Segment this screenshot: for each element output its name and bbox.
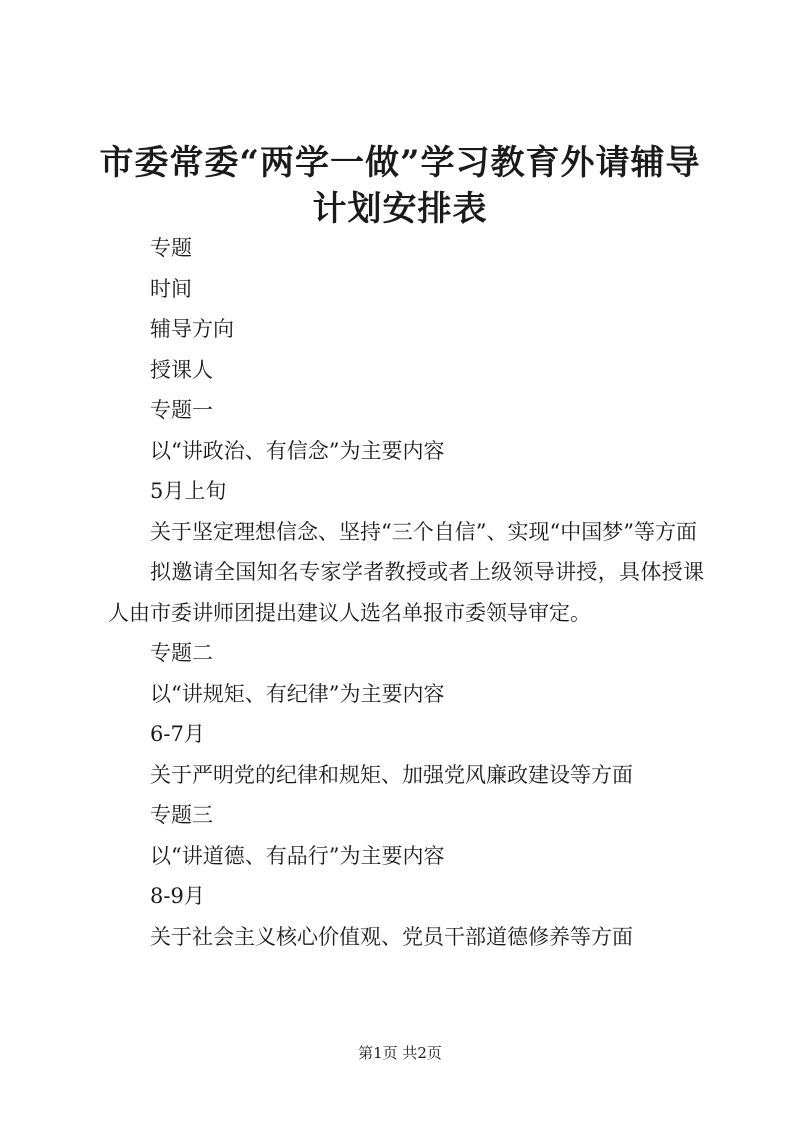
paragraph: 6-7月 [150,722,205,746]
document-title: 市委常委“两学一做”学习教育外请辅导计划安排表 [99,143,701,229]
paragraph: 授课人 [150,357,213,382]
paragraph: 5月上旬 [150,479,227,503]
paragraph: 以“讲政治、有信念”为主要内容 [150,438,445,463]
paragraph: 关于坚定理想信念、坚持“三个自信”、实现“中国梦”等方面 [150,519,697,544]
paragraph: 专题二 [150,641,213,665]
paragraph: 关于严明党的纪律和规矩、加强党风廉政建设等方面 [150,762,633,787]
paragraph: 以“讲规矩、有纪律”为主要内容 [150,681,445,706]
paragraph: 8-9月 [150,884,205,908]
page-footer: 第1页 共2页 [358,1044,442,1062]
document-body [108,228,704,957]
paragraph: 拟邀请全国知名专家学者教授或者上级领导讲授，具体授课人由市委讲师团提出建议人选名单报市委领导审定。 [108,560,704,625]
paragraph: 专题 [150,236,192,260]
paragraph: 关于社会主义核心价值观、党员干部道德修养等方面 [150,924,633,949]
paragraph: 专题一 [150,398,213,422]
paragraph: 辅导方向 [150,317,234,341]
paragraph: 时间 [150,276,192,301]
paragraph: 专题三 [150,803,213,827]
paragraph: 以“讲道德、有品行”为主要内容 [150,843,445,868]
